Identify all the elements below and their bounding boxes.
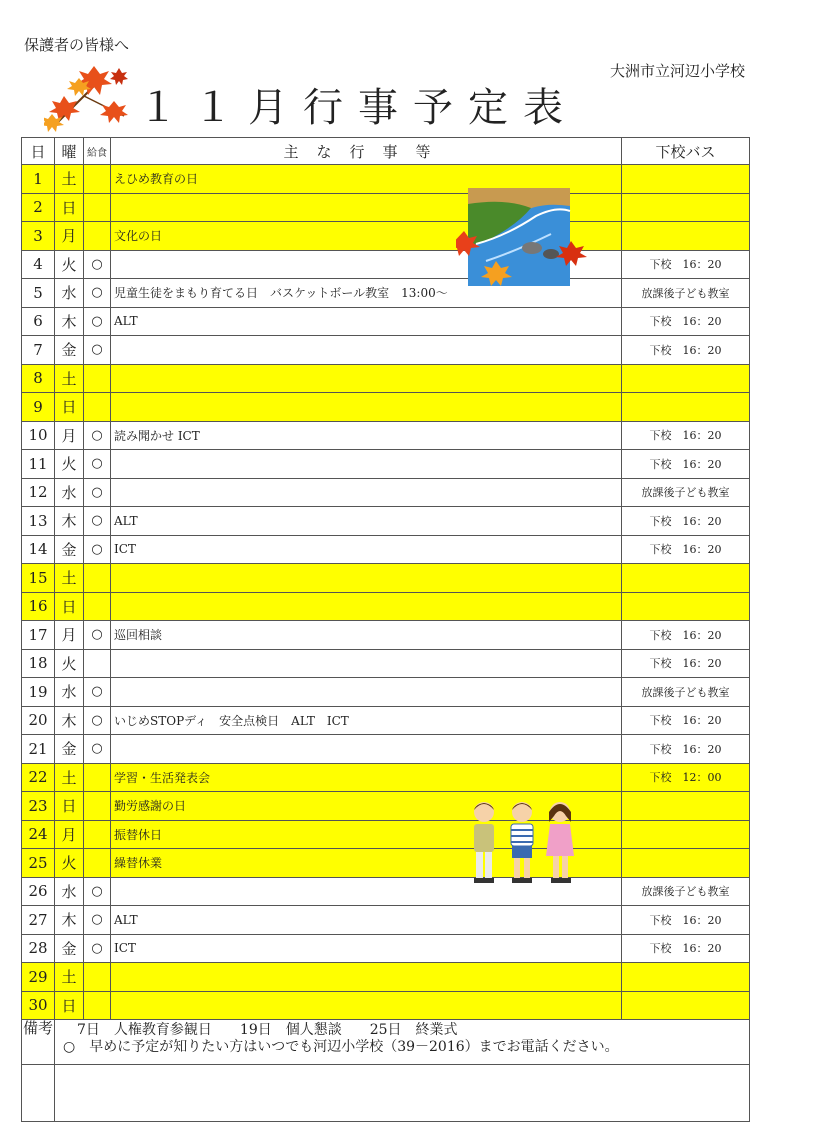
lunch-cell xyxy=(84,364,111,393)
lunch-cell xyxy=(84,849,111,878)
event-cell: 巡回相談 xyxy=(111,621,622,650)
lunch-cell: ○ xyxy=(84,906,111,935)
weekday-cell: 水 xyxy=(55,279,84,308)
greeting: 保護者の皆様へ xyxy=(24,36,130,54)
table-row xyxy=(22,877,750,906)
notes-label: 備考 xyxy=(22,1020,55,1065)
header-weekday: 曜 xyxy=(55,138,84,165)
lunch-cell: ○ xyxy=(84,507,111,536)
lunch-cell xyxy=(84,393,111,422)
lunch-cell: ○ xyxy=(84,678,111,707)
table-row xyxy=(22,934,750,963)
lunch-cell: ○ xyxy=(84,250,111,279)
lunch-cell: ○ xyxy=(84,621,111,650)
bus-cell xyxy=(622,165,750,194)
weekday-cell: 火 xyxy=(55,450,84,479)
weekday-cell: 火 xyxy=(55,849,84,878)
bus-cell xyxy=(622,849,750,878)
table-row xyxy=(22,393,750,422)
table-row xyxy=(22,792,750,821)
bus-cell: 放課後子ども教室 xyxy=(622,877,750,906)
event-cell xyxy=(111,450,622,479)
day-cell: 3 xyxy=(22,222,55,251)
event-cell: 学習・生活発表会 xyxy=(111,763,622,792)
lunch-cell: ○ xyxy=(84,706,111,735)
event-cell: いじめSTOPディ 安全点検日 ALT ICT xyxy=(111,706,622,735)
weekday-cell: 日 xyxy=(55,193,84,222)
table-row xyxy=(22,906,750,935)
weekday-cell: 水 xyxy=(55,678,84,707)
day-cell: 12 xyxy=(22,478,55,507)
autumn-leaves-icon xyxy=(44,56,136,136)
bus-cell xyxy=(622,564,750,593)
bus-cell: 下校 16：20 xyxy=(622,906,750,935)
event-cell: 読み聞かせ ICT xyxy=(111,421,622,450)
day-cell: 27 xyxy=(22,906,55,935)
table-row xyxy=(22,165,750,194)
weekday-cell: 火 xyxy=(55,250,84,279)
lunch-cell xyxy=(84,792,111,821)
lunch-cell: ○ xyxy=(84,279,111,308)
bus-cell xyxy=(622,592,750,621)
table-row xyxy=(22,621,750,650)
day-cell: 18 xyxy=(22,649,55,678)
event-cell xyxy=(111,364,622,393)
table-row xyxy=(22,336,750,365)
bus-cell: 放課後子ども教室 xyxy=(622,279,750,308)
day-cell: 16 xyxy=(22,592,55,621)
table-row xyxy=(22,421,750,450)
school-name: 大洲市立河辺小学校 xyxy=(609,62,745,80)
page-title: １１月行事予定表 xyxy=(138,85,578,131)
weekday-cell: 金 xyxy=(55,934,84,963)
bus-cell: 下校 16：20 xyxy=(622,421,750,450)
day-cell: 19 xyxy=(22,678,55,707)
bus-cell xyxy=(622,364,750,393)
lunch-cell xyxy=(84,564,111,593)
notes-text xyxy=(55,1020,750,1065)
day-cell: 13 xyxy=(22,507,55,536)
bus-cell: 放課後子ども教室 xyxy=(622,678,750,707)
lunch-cell: ○ xyxy=(84,450,111,479)
bus-cell: 下校 16：20 xyxy=(622,450,750,479)
bus-cell: 下校 16：20 xyxy=(622,706,750,735)
weekday-cell: 土 xyxy=(55,963,84,992)
lunch-cell: ○ xyxy=(84,336,111,365)
notes-row xyxy=(22,1020,750,1065)
table-row xyxy=(22,963,750,992)
day-cell: 21 xyxy=(22,735,55,764)
event-cell: ALT xyxy=(111,906,622,935)
weekday-cell: 土 xyxy=(55,564,84,593)
weekday-cell: 金 xyxy=(55,336,84,365)
table-row xyxy=(22,849,750,878)
table-row xyxy=(22,307,750,336)
day-cell: 11 xyxy=(22,450,55,479)
day-cell: 1 xyxy=(22,165,55,194)
day-cell: 14 xyxy=(22,535,55,564)
table-row xyxy=(22,564,750,593)
day-cell: 2 xyxy=(22,193,55,222)
bus-cell: 下校 16：20 xyxy=(622,507,750,536)
bus-cell xyxy=(622,393,750,422)
header-lunch: 給食 xyxy=(84,138,111,165)
weekday-cell: 火 xyxy=(55,649,84,678)
day-cell: 8 xyxy=(22,364,55,393)
lunch-cell: ○ xyxy=(84,421,111,450)
table-row xyxy=(22,649,750,678)
table-row xyxy=(22,763,750,792)
lunch-cell xyxy=(84,820,111,849)
event-cell xyxy=(111,649,622,678)
table-row xyxy=(22,222,750,251)
bus-cell: 下校 16：20 xyxy=(622,621,750,650)
weekday-cell: 日 xyxy=(55,393,84,422)
weekday-cell: 月 xyxy=(55,820,84,849)
event-cell: 文化の日 xyxy=(111,222,622,251)
bus-cell: 下校 16：20 xyxy=(622,250,750,279)
table-row xyxy=(22,706,750,735)
lunch-cell: ○ xyxy=(84,535,111,564)
lunch-cell: ○ xyxy=(84,735,111,764)
weekday-cell: 月 xyxy=(55,222,84,251)
lunch-cell: ○ xyxy=(84,307,111,336)
lunch-cell xyxy=(84,592,111,621)
blank-row xyxy=(22,1065,750,1122)
lunch-cell xyxy=(84,165,111,194)
day-cell: 26 xyxy=(22,877,55,906)
bus-cell: 下校 16：20 xyxy=(622,307,750,336)
day-cell: 29 xyxy=(22,963,55,992)
table-row xyxy=(22,364,750,393)
weekday-cell: 土 xyxy=(55,763,84,792)
weekday-cell: 木 xyxy=(55,706,84,735)
weekday-cell: 木 xyxy=(55,906,84,935)
table-row xyxy=(22,193,750,222)
event-cell: 繰替休業 xyxy=(111,849,622,878)
weekday-cell: 月 xyxy=(55,621,84,650)
table-row xyxy=(22,735,750,764)
day-cell: 5 xyxy=(22,279,55,308)
bus-cell xyxy=(622,820,750,849)
event-cell: 勤労感謝の日 xyxy=(111,792,622,821)
blank-cell xyxy=(22,1065,55,1122)
bus-cell: 下校 16：20 xyxy=(622,735,750,764)
header-day: 日 xyxy=(22,138,55,165)
day-cell: 25 xyxy=(22,849,55,878)
weekday-cell: 金 xyxy=(55,535,84,564)
table-row xyxy=(22,279,750,308)
table-row xyxy=(22,250,750,279)
event-cell: ICT xyxy=(111,934,622,963)
day-cell: 7 xyxy=(22,336,55,365)
event-cell xyxy=(111,735,622,764)
day-cell: 6 xyxy=(22,307,55,336)
weekday-cell: 水 xyxy=(55,877,84,906)
day-cell: 20 xyxy=(22,706,55,735)
event-cell: えひめ教育の日 xyxy=(111,165,622,194)
day-cell: 30 xyxy=(22,991,55,1020)
event-cell xyxy=(111,478,622,507)
bus-cell: 下校 16：20 xyxy=(622,336,750,365)
bus-cell xyxy=(622,193,750,222)
day-cell: 22 xyxy=(22,763,55,792)
event-cell xyxy=(111,963,622,992)
lunch-cell xyxy=(84,222,111,251)
day-cell: 10 xyxy=(22,421,55,450)
event-cell xyxy=(111,336,622,365)
lunch-cell xyxy=(84,991,111,1020)
bus-cell xyxy=(622,963,750,992)
table-row xyxy=(22,678,750,707)
event-cell xyxy=(111,991,622,1020)
weekday-cell: 月 xyxy=(55,421,84,450)
header-events: 主な行事等 xyxy=(111,138,622,165)
bus-cell: 下校 16：20 xyxy=(622,934,750,963)
lunch-cell xyxy=(84,193,111,222)
weekday-cell: 木 xyxy=(55,507,84,536)
weekday-cell: 水 xyxy=(55,478,84,507)
header-bus: 下校バス xyxy=(622,138,750,165)
day-cell: 28 xyxy=(22,934,55,963)
bus-cell: 下校 16：20 xyxy=(622,649,750,678)
day-cell: 24 xyxy=(22,820,55,849)
table-row xyxy=(22,820,750,849)
river-autumn-icon xyxy=(456,186,592,290)
event-cell: 振替休日 xyxy=(111,820,622,849)
day-cell: 4 xyxy=(22,250,55,279)
lunch-cell xyxy=(84,763,111,792)
event-cell: ALT xyxy=(111,307,622,336)
schedule-table xyxy=(21,137,750,1122)
weekday-cell: 日 xyxy=(55,991,84,1020)
day-cell: 9 xyxy=(22,393,55,422)
day-cell: 23 xyxy=(22,792,55,821)
bus-cell: 下校 16：20 xyxy=(622,535,750,564)
table-row xyxy=(22,991,750,1020)
bus-cell: 下校 12：00 xyxy=(622,763,750,792)
event-cell: 児童生徒をまもり育てる日 バスケットボール教室 13:00～ xyxy=(111,279,622,308)
day-cell: 17 xyxy=(22,621,55,650)
table-row xyxy=(22,592,750,621)
lunch-cell xyxy=(84,649,111,678)
table-header-row xyxy=(22,138,750,165)
table-row xyxy=(22,535,750,564)
event-cell xyxy=(111,564,622,593)
event-cell xyxy=(111,678,622,707)
weekday-cell: 木 xyxy=(55,307,84,336)
weekday-cell: 金 xyxy=(55,735,84,764)
weekday-cell: 日 xyxy=(55,592,84,621)
event-cell xyxy=(111,393,622,422)
table-row xyxy=(22,478,750,507)
event-cell: ICT xyxy=(111,535,622,564)
day-cell: 15 xyxy=(22,564,55,593)
lunch-cell: ○ xyxy=(84,877,111,906)
weekday-cell: 土 xyxy=(55,364,84,393)
notes-line-1: 7日 人権教育参観日 19日 個人懇談 25日 終業式 xyxy=(63,1022,458,1038)
blank-cell xyxy=(55,1065,750,1122)
table-row xyxy=(22,450,750,479)
children-icon xyxy=(466,798,580,890)
event-cell xyxy=(111,592,622,621)
weekday-cell: 日 xyxy=(55,792,84,821)
lunch-cell: ○ xyxy=(84,478,111,507)
table-row xyxy=(22,507,750,536)
bus-cell: 放課後子ども教室 xyxy=(622,478,750,507)
bus-cell xyxy=(622,792,750,821)
event-cell: ALT xyxy=(111,507,622,536)
notes-line-2: ○ 早めに予定が知りたい方はいつでも河辺小学校（39－2016）までお電話ください。 xyxy=(63,1039,619,1055)
weekday-cell: 土 xyxy=(55,165,84,194)
bus-cell xyxy=(622,991,750,1020)
lunch-cell: ○ xyxy=(84,934,111,963)
bus-cell xyxy=(622,222,750,251)
lunch-cell xyxy=(84,963,111,992)
